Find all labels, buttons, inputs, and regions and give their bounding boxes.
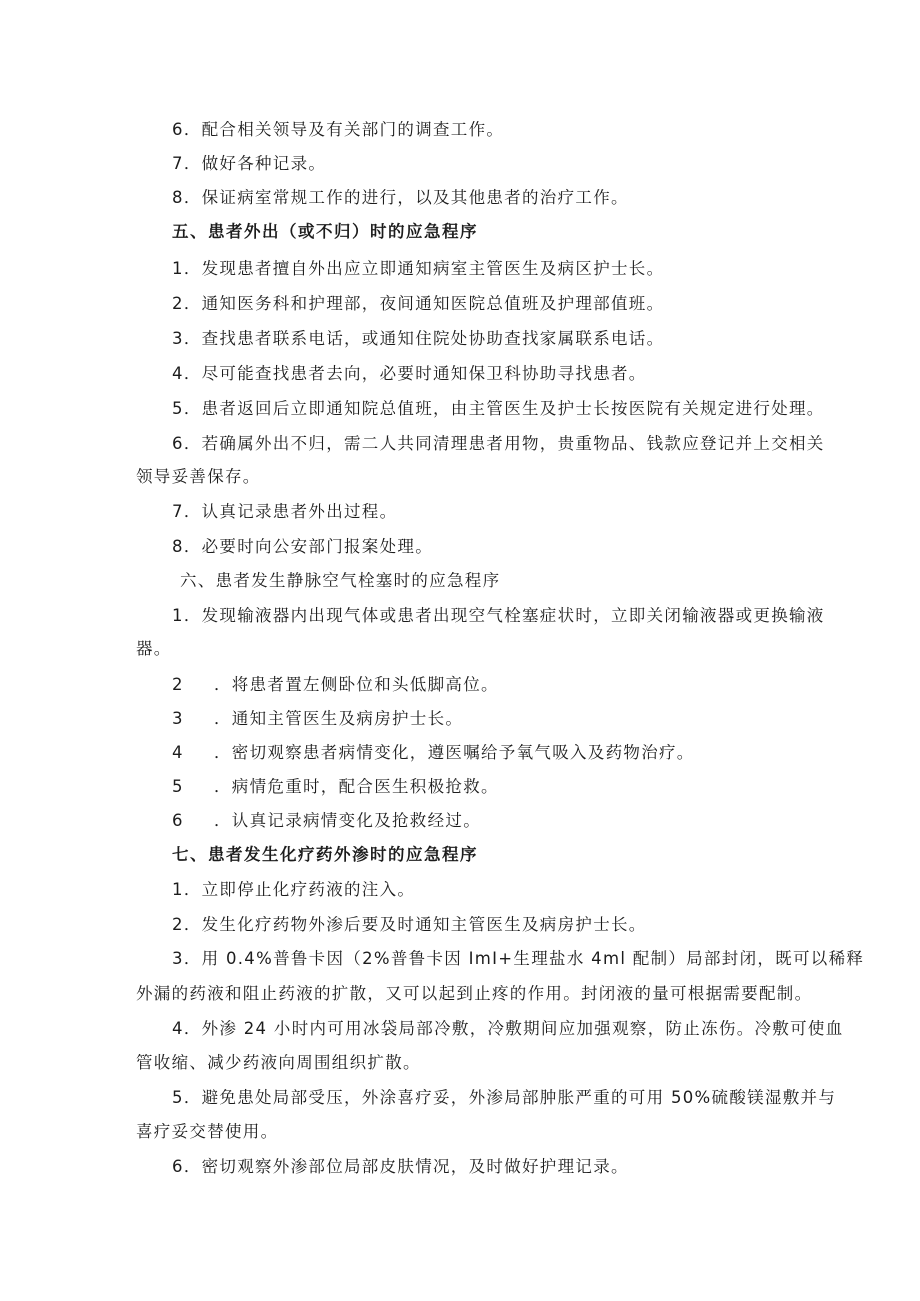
- item-text: ．发现患者擅自外出应立即通知病室主管医生及病区护士长。: [183, 259, 665, 278]
- list-item: [172, 949, 864, 969]
- item-number: 6: [172, 434, 184, 453]
- item-number: 7: [172, 154, 184, 173]
- item-text: ．发生化疗药物外渗后要及时通知主管医生及病房护士长。: [183, 915, 647, 934]
- item-text: ．将患者置左侧卧位和头低脚高位。: [214, 675, 499, 694]
- list-item: [172, 154, 326, 174]
- item-number: 5: [172, 399, 184, 418]
- list-item: [172, 434, 825, 454]
- item-text: ．尽可能查找患者去向，必要时通知保卫科协助寻找患者。: [183, 364, 647, 383]
- item-text: ．认真记录病情变化及抢救经过。: [214, 811, 481, 830]
- list-item: [172, 364, 647, 384]
- item-text: ．密切观察患者病情变化，遵医嘱给予氧气吸入及药物治疗。: [214, 743, 695, 762]
- list-item: [172, 502, 397, 522]
- item-text: ．查找患者联系电话，或通知住院处协助查找家属联系电话。: [183, 329, 665, 348]
- item-text: ．认真记录患者外出过程。: [183, 502, 398, 521]
- list-item: [172, 120, 504, 140]
- item-number: 5: [172, 1088, 184, 1107]
- item-text: ．必要时向公安部门报案处理。: [183, 537, 434, 556]
- section-heading: 七、患者发生化疗药外渗时的应急程序: [172, 845, 478, 864]
- list-item: [172, 188, 629, 208]
- list-item: [172, 399, 825, 419]
- item-text: ．通知医务科和护理部，夜间通知医院总值班及护理部值班。: [183, 294, 665, 313]
- item-number: 2: [172, 915, 184, 934]
- list-item: [172, 675, 499, 695]
- item-number: 3: [172, 329, 184, 348]
- list-item: [172, 777, 499, 797]
- item-text: ．避免患处局部受压，外涂喜疗妥，外渗局部肿胀严重的可用 50%硫酸镁湿敷并与: [183, 1088, 837, 1107]
- list-item: [172, 259, 664, 279]
- continuation-line: 领导妥善保存。: [136, 467, 261, 486]
- item-number: 3: [172, 709, 184, 728]
- item-number: 6: [172, 120, 184, 139]
- item-number: 4: [172, 364, 184, 383]
- item-text: ．配合相关领导及有关部门的调查工作。: [183, 120, 505, 139]
- item-text: ．立即停止化疗药液的注入。: [183, 880, 416, 899]
- item-number: 4: [172, 1019, 184, 1038]
- item-number: 6: [172, 1157, 184, 1176]
- item-text: ．患者返回后立即通知院总值班，由主管医生及护士长按医院有关规定进行处理。: [183, 399, 825, 418]
- item-text: ．病情危重时，配合医生积极抢救。: [214, 777, 499, 796]
- list-item: [172, 294, 664, 314]
- item-text: ．密切观察外渗部位局部皮肤情况，及时做好护理记录。: [183, 1157, 629, 1176]
- list-item: [172, 1157, 629, 1177]
- item-text: ．若确属外出不归，需二人共同清理患者用物，贵重物品、钱款应登记并上交相关: [183, 434, 825, 453]
- item-number: 8: [172, 188, 184, 207]
- item-number: 5: [172, 777, 184, 796]
- item-number: 2: [172, 294, 184, 313]
- list-item: [172, 880, 415, 900]
- item-number: 3: [172, 949, 184, 968]
- list-item: [172, 743, 695, 763]
- section-heading: 五、患者外出（或不归）时的应急程序: [172, 222, 478, 241]
- list-item: [172, 606, 825, 626]
- continuation-line: 器。: [136, 639, 172, 658]
- item-number: 1: [172, 606, 184, 625]
- item-text: ．外渗 24 小时内可用冰袋局部冷敷，冷敷期间应加强观察，防止冻伤。冷敷可使血: [183, 1019, 844, 1038]
- list-item: [172, 537, 433, 557]
- continuation-line: 外漏的药液和阻止药液的扩散，又可以起到止疼的作用。封闭液的量可根据需要配制。: [136, 984, 813, 1003]
- continuation-line: 喜疗妥交替使用。: [136, 1122, 279, 1141]
- continuation-line: 管收缩、减少药液向周围组织扩散。: [136, 1053, 421, 1072]
- item-text: ．做好各种记录。: [183, 154, 327, 173]
- item-text: ．发现输液器内出现气体或患者出现空气栓塞症状时，立即关闭输液器或更换输液: [183, 606, 825, 625]
- item-number: 1: [172, 880, 184, 899]
- item-number: 6: [172, 811, 184, 830]
- item-number: 8: [172, 537, 184, 556]
- list-item: [172, 915, 647, 935]
- list-item: [172, 1088, 836, 1108]
- item-number: 2: [172, 675, 184, 694]
- list-item: [172, 329, 664, 349]
- section-heading: 六、患者发生静脉空气栓塞时的应急程序: [180, 571, 501, 590]
- item-number: 7: [172, 502, 184, 521]
- list-item: [172, 811, 481, 831]
- item-text: ．保证病室常规工作的进行，以及其他患者的治疗工作。: [183, 188, 629, 207]
- item-text: ．用 0.4%普鲁卡因（2%普鲁卡因 ImI+生理盐水 4ml 配制）局部封闭，既可以稀释: [183, 949, 865, 968]
- item-number: 1: [172, 259, 184, 278]
- list-item: [172, 709, 463, 729]
- item-text: ．通知主管医生及病房护士长。: [214, 709, 464, 728]
- item-number: 4: [172, 743, 184, 762]
- list-item: [172, 1019, 844, 1039]
